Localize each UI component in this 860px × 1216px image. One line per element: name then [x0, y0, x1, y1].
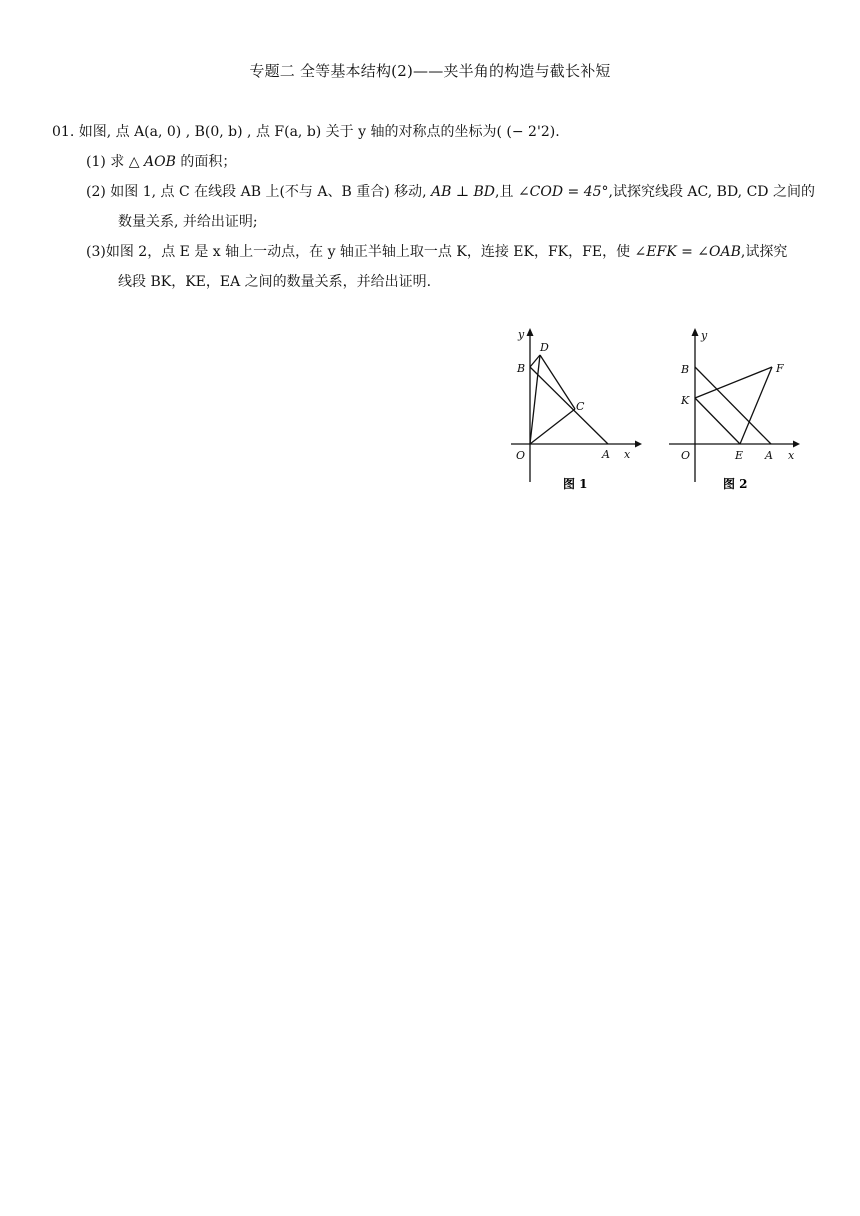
part-3-continuation: 线段 BK，KE，EA 之间的数量关系，并给出证明. [118, 274, 432, 290]
figure-1-label-d: D [540, 341, 549, 354]
figure-1-label-c: C [576, 400, 585, 413]
figure-1-segment-ab [530, 367, 608, 444]
part-3-label: (3) [86, 244, 106, 260]
figure-2-label-a: A [765, 449, 773, 462]
figure-1-diagram [505, 322, 645, 497]
part-3-text-end: ,试探究 [740, 244, 788, 260]
problem-stem-separator: ' [536, 124, 541, 140]
figure-1-label-x: x [624, 448, 631, 461]
problem-stem [52, 117, 822, 147]
problem-01 [52, 117, 822, 297]
part-2-text: 如图 1, 点 C 在线段 AB 上(不与 A、B 重合) 移动, [110, 184, 432, 200]
part-3-math-angle: ∠EFK = ∠OAB [634, 244, 741, 260]
figure-2-label-k: K [681, 394, 690, 407]
part-2-text-mid: ,且 [495, 184, 518, 200]
part-2-math-angle: ∠COD = 45° [517, 184, 609, 200]
part-1 [52, 147, 822, 177]
part-2-label: (2) [86, 184, 106, 200]
figure-2 [665, 322, 815, 501]
part-1-label: (1) [86, 154, 106, 170]
figure-2-label-x: x [788, 449, 795, 462]
figure-2-y-arrow [692, 328, 699, 336]
page-title: 专题二 全等基本结构(2)——夹半角的构造与截长补短 [249, 62, 611, 80]
figure-1-y-arrow [527, 328, 534, 336]
figure-2-diagram [665, 322, 815, 497]
part-2 [52, 177, 822, 207]
figure-1 [505, 322, 645, 501]
figure-2-label-y: y [701, 329, 708, 342]
part-1-text: 求 [110, 154, 129, 170]
figure-2-caption: 图 2 [723, 477, 748, 491]
problem-stem-text-end: 2). [540, 124, 560, 140]
part-2-math-perpendicular: AB ⊥ BD [431, 184, 496, 200]
part-1-triangle-symbol: △ [128, 154, 140, 170]
figure-1-label-o: O [516, 449, 526, 462]
part-2-text-end: ,试探究线段 AC, BD, CD 之间的 [608, 184, 815, 200]
figure-1-x-arrow [635, 441, 642, 448]
figure-2-label-b: B [681, 363, 690, 376]
figure-1-label-y: y [518, 328, 525, 341]
part-1-text-end: 的面积； [175, 154, 237, 170]
part-2-continuation: 数量关系, 并给出证明; [118, 214, 258, 230]
figure-1-label-b: B [517, 362, 526, 375]
part-3-text: 如图 2，点 E 是 x 轴上一动点，在 y 轴正半轴上取一点 K，连接 EK，FK，FE，使 [105, 244, 635, 260]
figure-2-label-f: F [776, 362, 784, 375]
figure-2-x-arrow [793, 441, 800, 448]
figure-1-caption: 图 1 [563, 477, 588, 491]
problem-number: 01. [52, 124, 75, 140]
figure-2-label-e: E [735, 449, 744, 462]
figure-2-label-o: O [681, 449, 691, 462]
figure-1-segment-oc [530, 409, 575, 444]
part-3 [52, 237, 822, 267]
problem-stem-text: 如图, 点 A(a, 0) , B(0, b) , 点 F(a, b) 关于 y 轴的对称点的坐标为( (− 2 [78, 124, 537, 140]
figure-1-label-a: A [602, 448, 610, 461]
figure-2-segment-ba [695, 367, 771, 444]
part-1-math: AOB [143, 154, 176, 170]
